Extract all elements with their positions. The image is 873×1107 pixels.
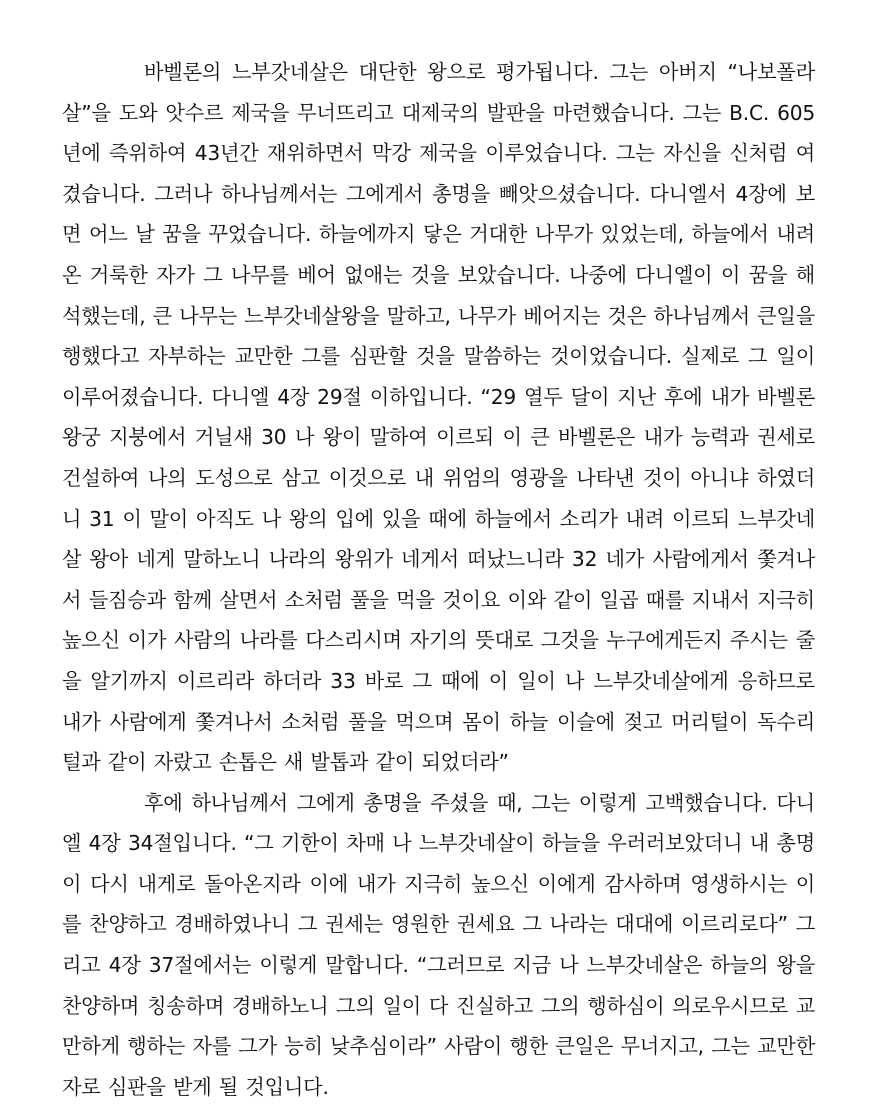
paragraph-2: 후에 하나님께서 그에게 총명을 주셨을 때, 그는 이렇게 고백했습니다. 다니엘 4장 34절입니다. “그 기한이 차매 나 느부갓네살이 하늘을 우러러보았더니 내 총명이 다시 내게로 돌아온지라 이에 내가 지극히 높으신 이에게 감사하며 영생하시는 이를 찬양하고 경배하였나니 그 권세는 영원한 권세요 그 나라는 대대에 이르리로다” 그리고 4장 37절에서는 이렇게 말합니다. “그러므로 지금 나 느부갓네살은 하늘의 왕을 찬양하며 칭송하며 경배하노니 그의 일이 다 진실하고 그의 행하심이 의로우시므로 교만하게 행하는 자를 그가 능히 낮추심이라” 사람이 행한 큰일은 무너지고, 그는 교만한 자로 심판을 받게 될 것입니다. <box>62 790 815 1099</box>
paragraph-1: 바벨론의 느부갓네살은 대단한 왕으로 평가됩니다. 그는 아버지 “나보폴라살”을 도와 앗수르 제국을 무너뜨리고 대제국의 발판을 마련했습니다. 그는 B.C. 605년에 즉위하여 43년간 재위하면서 막강 제국을 이루었습니다. 그는 자신을 신처럼 여겼습니다. 그러나 하나님께서는 그에게서 총명을 빼앗으셨습니다. 다니엘서 4장에 보면 어느 날 꿈을 꾸었습니다. 하늘에까지 닿은 거대한 나무가 있었는데, 하늘에서 내려온 거룩한 자가 그 나무를 베어 없애는 것을 보았습니다. 나중에 다니엘이 이 꿈을 해석했는데, 큰 나무는 느부갓네살왕을 말하고, 나무가 베어지는 것은 하나님께서 큰일을 행했다고 자부하는 교만한 그를 심판할 것을 말씀하는 것이었습니다. 실제로 그 일이 이루어졌습니다. 다니엘 4장 29절 이하입니다. “29 열두 달이 지난 후에 내가 바벨론 왕궁 지붕에서 거닐새 30 나 왕이 말하여 이르되 이 큰 바벨론은 내가 능력과 권세로 건설하여 나의 도성으로 삼고 이것으로 내 위엄의 영광을 나타낸 것이 아니냐 하였더니 31 이 말이 아직도 나 왕의 입에 있을 때에 하늘에서 소리가 내려 이르되 느부갓네살 왕아 네게 말하노니 나라의 왕위가 네게서 떠났느니라 32 네가 사람에게서 쫓겨나서 들짐승과 함께 살면서 소처럼 풀을 먹을 것이요 이와 같이 일곱 때를 지내서 지극히 높으신 이가 사람의 나라를 다스리시며 자기의 뜻대로 그것을 누구에게든지 주시는 줄을 알기까지 이르리라 하더라 33 바로 그 때에 이 일이 나 느부갓네살에게 응하므로 내가 사람에게 쫓겨나서 소처럼 풀을 먹으며 몸이 하늘 이슬에 젖고 머리털이 독수리 털과 같이 자랐고 손톱은 새 발톱과 같이 되었더라” <box>62 60 815 775</box>
